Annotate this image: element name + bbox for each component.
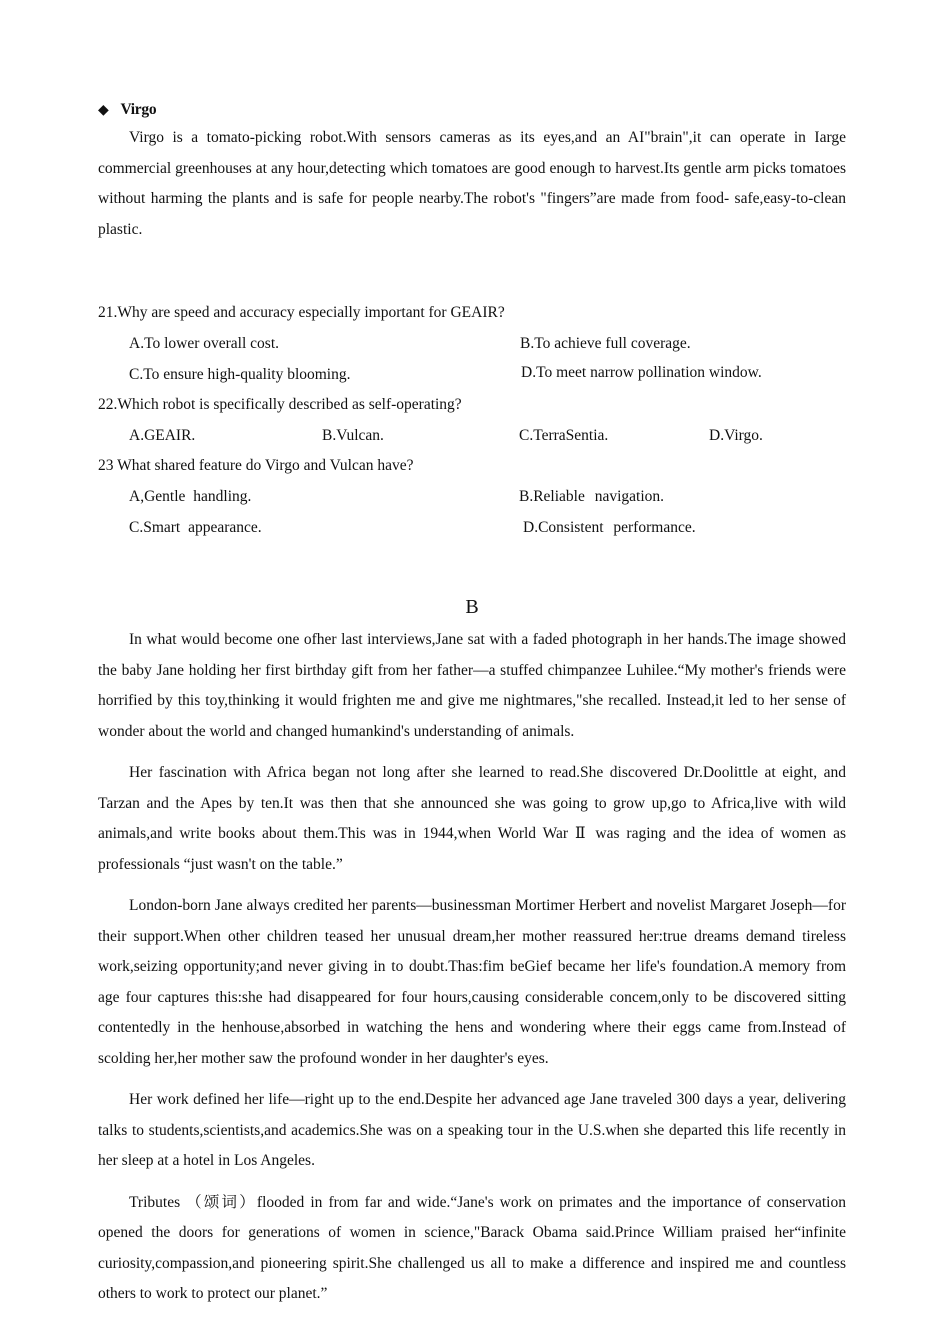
option-21-d: D.To meet narrow pollination window. [521, 364, 762, 381]
option-23-c: C.Smart appearance. [129, 519, 262, 536]
question-22-options-row-1 [98, 420, 846, 451]
question-22: 22.Which robot is specifically described as self-operating? [98, 396, 462, 413]
question-23-options-row-1 [98, 481, 846, 512]
option-21-b: B.To achieve full coverage. [520, 335, 691, 352]
passage-b-paragraph-3: London-born Jane always credited her parents—businessman Mortimer Herbert and novelist Margaret Joseph—for their support.When other children teased her unusual dream,her mother reassured her:true dreams demand tireless work,seizing opportunity;and never giving in to doubt.Thas:fim beGief became her life's foundation.A memory from age four captures this:she had disappeared for four hours,causing considerable concem,only to be discovered sitting contentedly in the henhouse,absorbed in watching the hens and wondering where their eggs came from.Instead of scolding her,her mother saw the profound wonder in her daughter's eyes. [98, 897, 846, 1067]
question-23-options-row-2 [98, 512, 846, 543]
option-22-c: C.TerraSentia. [519, 427, 609, 444]
option-22-a: A.GEAIR. [129, 427, 196, 444]
question-21-options-row-2 [98, 359, 846, 390]
question-21-options-row-1 [98, 328, 846, 359]
passage-b-label: B [465, 596, 479, 618]
question-21: 21.Why are speed and accuracy especially important for GEAIR? [98, 304, 505, 321]
virgo-paragraph: Virgo is a tomato-picking robot.With sensors cameras as its eyes,and an AI"brain",it can operate in Iarge commercial greenhouses at any hour,detecting which tomatoes are good enough to harvest.Its gentle arm picks tomatoes without harming the plants and is safe for people nearby.The robot's "fingers”are made from food- safe,easy-to-clean plastic. [98, 129, 846, 238]
option-23-a: A,Gentle handling. [129, 488, 252, 505]
option-22-d: D.Virgo. [709, 427, 763, 444]
document-page [98, 97, 846, 1310]
option-22-b: B.Vulcan. [322, 427, 384, 444]
option-23-d: D.Consistent performance. [523, 519, 696, 536]
option-21-a: A.To lower overall cost. [129, 335, 279, 352]
option-23-b: B.Reliable navigation. [519, 488, 665, 505]
question-23: 23 What shared feature do Virgo and Vulcan have? [98, 457, 414, 474]
virgo-title: Virgo [120, 101, 157, 118]
passage-b-paragraph-4: Her work defined her life—right up to the end.Despite her advanced age Jane traveled 300 days a year, delivering talks to students,scientists,and academics.She was on a speaking tour in the U.S.when she departed this life recently in her sleep at a hotel in Los Angeles. [98, 1091, 846, 1169]
passage-b-paragraph-1: In what would become one ofher last interviews,Jane sat with a faded photograph in her hands.The image showed the baby Jane holding her first birthday gift from her father—a stuffed chimpanzee Luhilee.“My mother's friends were horrified by this toy,thinking it would frighten me and give me nightmares,"she recalled. Instead,it led to her sense of wonder about the world and changed humankind's understanding of animals. [98, 631, 846, 740]
option-21-c: C.To ensure high-quality blooming. [129, 366, 351, 383]
diamond-bullet-icon: ◆ [98, 102, 109, 118]
passage-b-paragraph-5: Tributes （颂词）flooded in from far and wide.“Jane's work on primates and the importance of conservation opened the doors for generations of women in science,"Barack Obama said.Prince William praised her“infinite curiosity,compassion,and pioneering spirit.She challenged us all to make a difference and inspired me and countless others to work to protect our planet.” [98, 1193, 846, 1302]
passage-b-paragraph-2: Her fascination with Africa began not long after she learned to read.She discovered Dr.Doolittle at eight, and Tarzan and the Apes by ten.It was then that she announced she was going to grow up,go to Africa,live with wild animals,and write books about them.This was in 1944,when World War Ⅱ was raging and the idea of women as professionals “just wasn't on the table.” [98, 764, 846, 873]
virgo-heading [98, 97, 846, 123]
spacer [98, 245, 846, 298]
